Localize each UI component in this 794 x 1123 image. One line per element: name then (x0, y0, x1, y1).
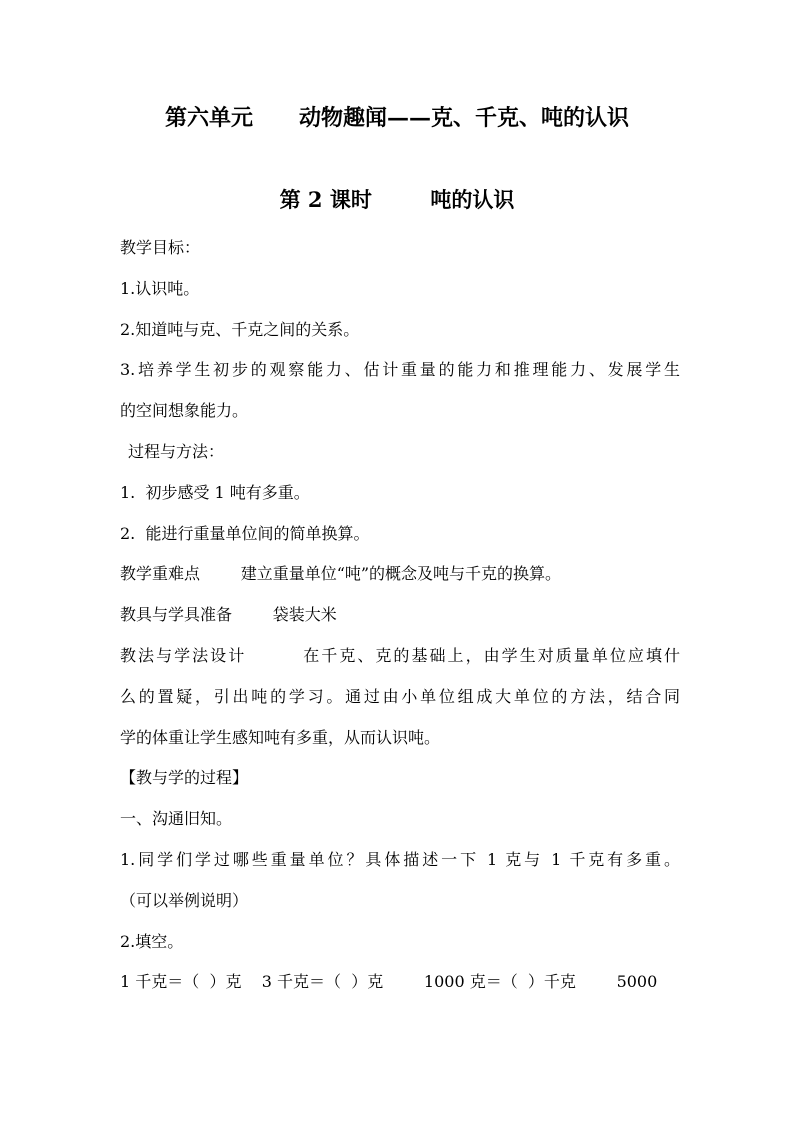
text-line-process-section-heading: 【教与学的过程】 (120, 768, 249, 788)
text-line-process-heading: 过程与方法： (128, 441, 225, 461)
text-line-question-2: 2.填空。 (120, 931, 184, 951)
text-line-objective-3-cont: 的空间想象能力。 (120, 401, 249, 421)
text-line-materials: 教具与学具准备 袋装大米 (120, 605, 337, 625)
text-line-methods: 教法与学法设计 在千克、克的基础上，由学生对质量单位应填什 (120, 645, 680, 665)
text-line-objectives-heading: 教学目标： (120, 238, 201, 257)
unit-title: 第六单元 动物趣闻——克、千克、吨的认识 (165, 105, 629, 131)
text-line-question-1-note: （可以举例说明） (120, 890, 249, 910)
lesson-title: 第 2 课时 吨的认识 (279, 187, 515, 212)
text-line-objective-2: 2.知道吨与克、千克之间的关系。 (120, 319, 360, 339)
text-line-objective-1: 1.认识吨。 (120, 278, 200, 298)
text-line-process-1: 1. 初步感受 1 吨有多重。 (120, 482, 310, 502)
document-body (120, 228, 680, 1003)
text-line-process-2: 2. 能进行重量单位间的简单换算。 (120, 523, 370, 543)
text-line-key-points: 教学重难点 建立重量单位“吨”的概念及吨与千克的换算。 (120, 564, 562, 584)
text-line-section-1: 一、沟通旧知。 (120, 809, 233, 829)
text-line-question-1: 1.同学们学过哪些重量单位？具体描述一下 1 克与 1 千克有多重。 (120, 849, 680, 869)
text-line-methods-cont-1: 么的置疑，引出吨的学习。通过由小单位组成大单位的方法，结合同 (120, 686, 680, 706)
text-line-fill-blanks: 1 千克＝（ ）克 3 千克＝（ ）克 1000 克＝（ ）千克 5000 (120, 972, 658, 992)
text-line-methods-cont-2: 学的体重让学生感知吨有多重，从而认识吨。 (120, 727, 441, 747)
text-line-objective-3: 3.培养学生初步的观察能力、估计重量的能力和推理能力、发展学生 (120, 360, 680, 380)
